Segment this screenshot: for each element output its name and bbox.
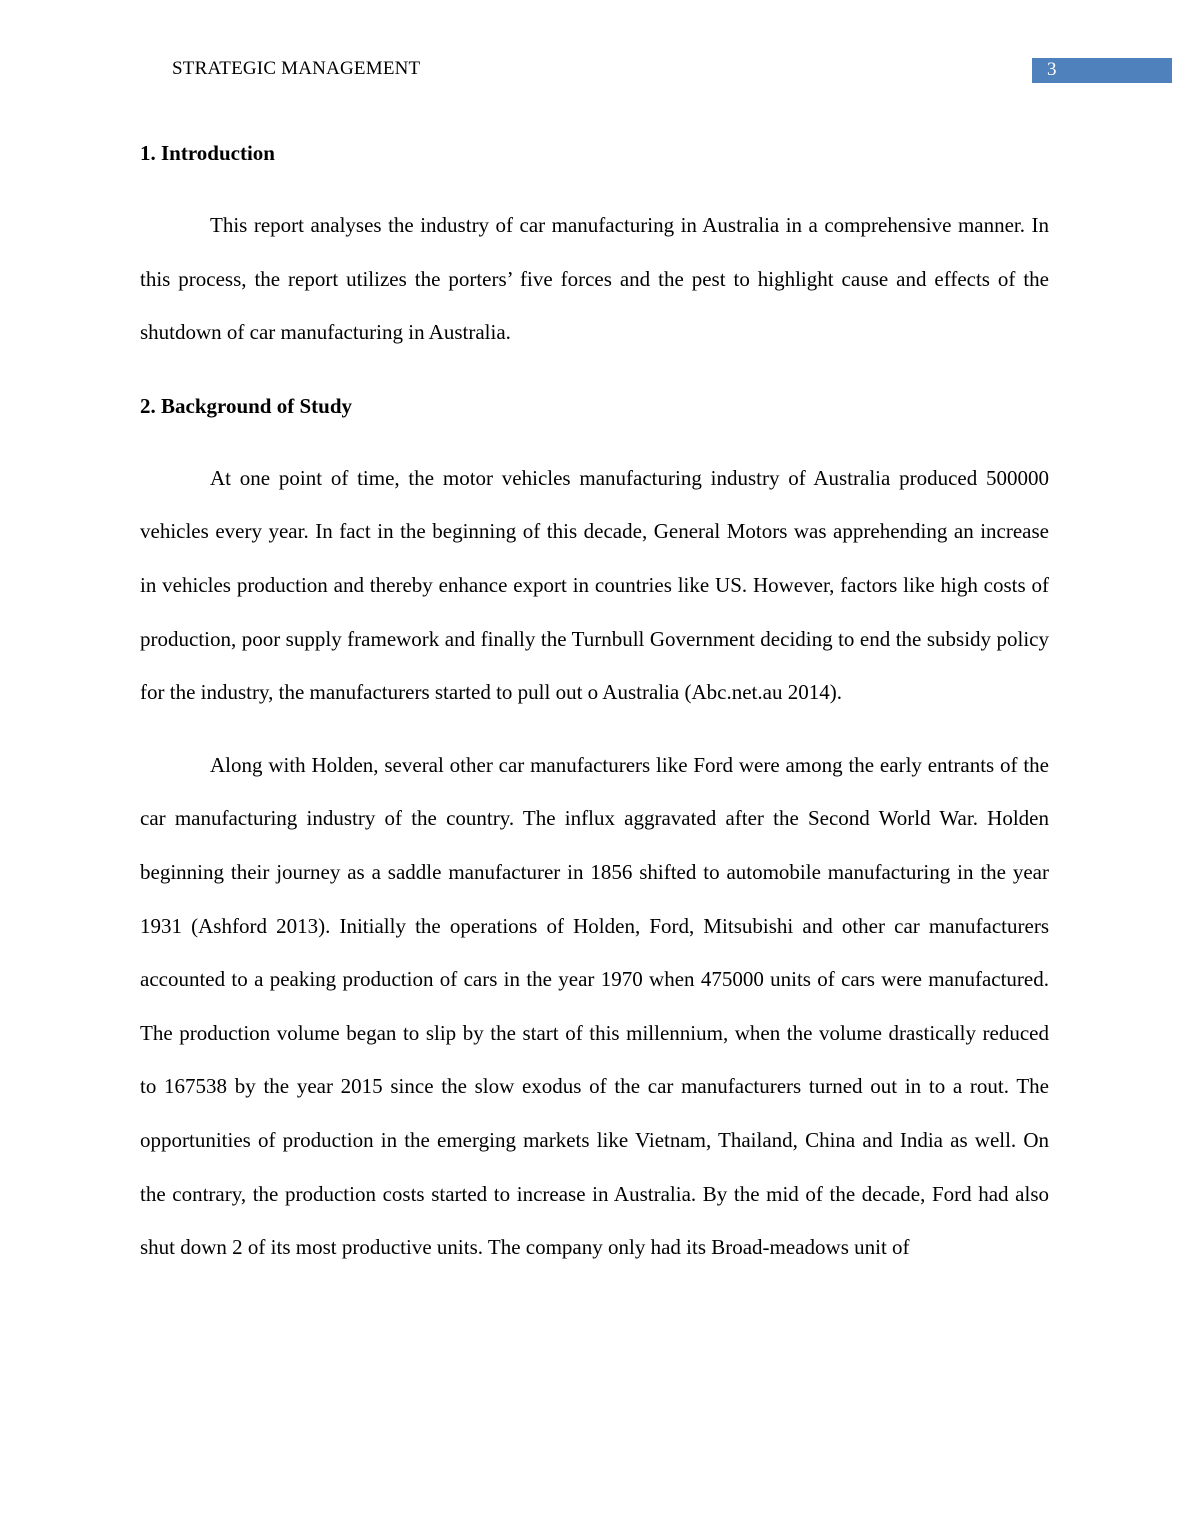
document-body: [140, 126, 1049, 1294]
section-heading-introduction: 1. Introduction: [140, 141, 275, 165]
paragraph-introduction: This report analyses the industry of car manufacturing in Australia in a comprehensive manner. In this process, the report utilizes the porters’ five forces and the pest to highlight cause and effects of the shutdown of car manufacturing in Australia.: [140, 213, 1049, 345]
running-header-title: STRATEGIC MANAGEMENT: [172, 58, 421, 79]
section-heading-background: 2. Background of Study: [140, 393, 353, 418]
page-number: 3: [1047, 59, 1057, 80]
paragraph-background-1: At one point of time, the motor vehicles manufacturing industry of Australia produced 500000 vehicles every year. In fact in the beginning of this decade, General Motors was apprehending an increase in vehicles production and thereby enhance export in countries like US. However, factors like high costs of production, poor supply framework and finally the Turnbull Government deciding to end the subsidy policy for the industry, the manufacturers started to pull out o Australia (Abc.net.au 2014).: [140, 465, 1049, 705]
page-number-box: [1032, 58, 1172, 83]
paragraph-background-2: Along with Holden, several other car manufacturers like Ford were among the early entrants of the car manufacturing industry of the country. The influx aggravated after the Second World War. Holden beginning their journey as a saddle manufacturer in 1856 shifted to automobile manufacturing in the year 1931 (Ashford 2013). Initially the operations of Holden, Ford, Mitsubishi and other car manufacturers accounted to a peaking production of cars in the year 1970 when 475000 units of cars were manufactured. The production volume began to slip by the start of this millennium, when the volume drastically reduced to 167538 by the year 2015 since the slow exodus of the car manufacturers turned out in to a rout. The opportunities of production in the emerging markets like Vietnam, Thailand, China and India as well. On the contrary, the production costs started to increase in Australia. By the mid of the decade, Ford had also shut down 2 of its most productive units. The company only had its Broad-meadows unit of: [140, 752, 1049, 1260]
